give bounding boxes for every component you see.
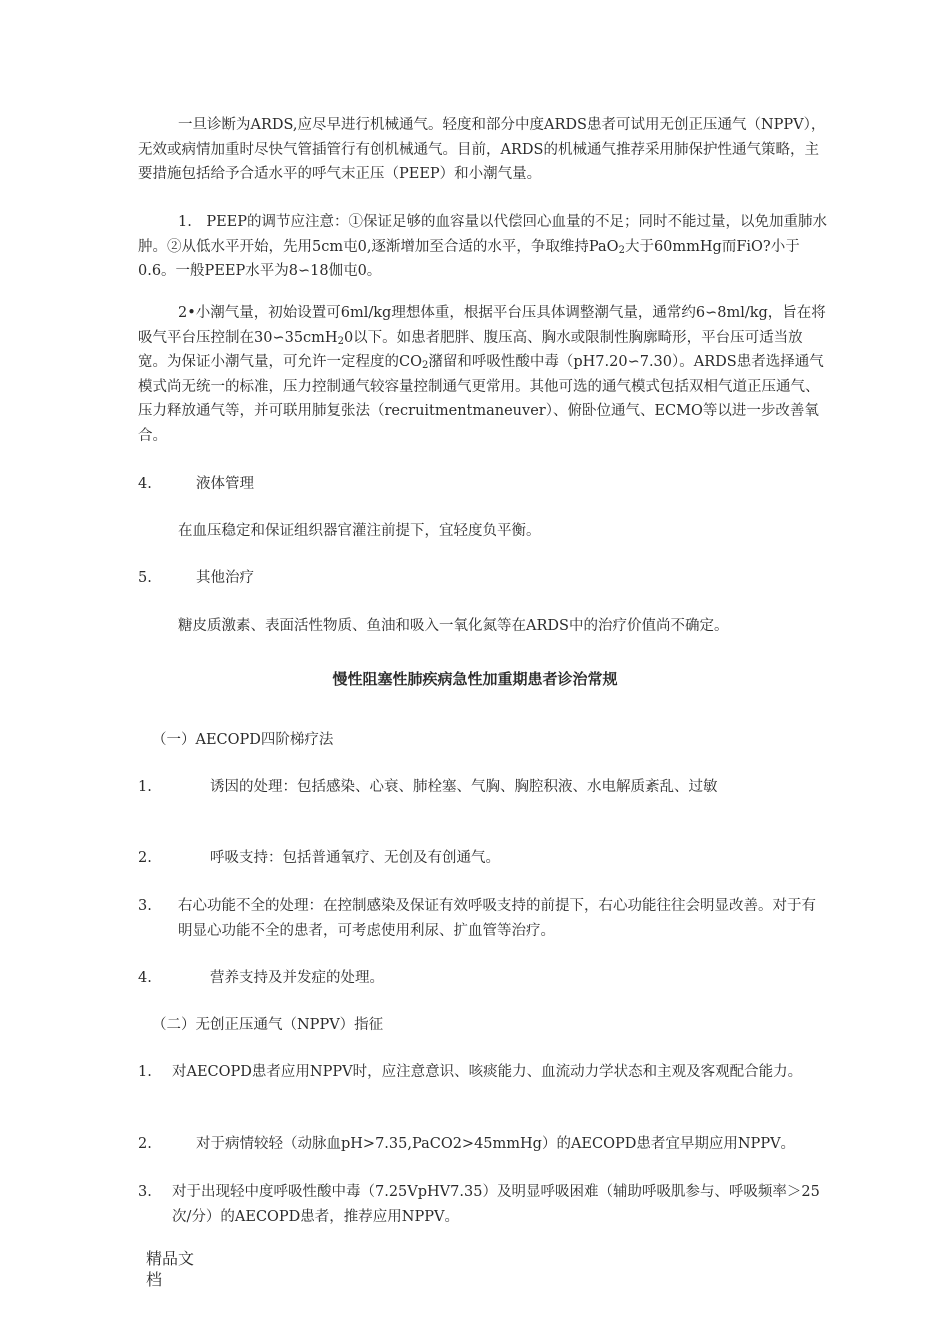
section1-item-text: 右心功能不全的处理：在控制感染及保证有效呼吸支持的前提下，右心功能往往会明显改善。对于有明显心功能不全的患者，可考虑使用利尿、扩血管等治疗。	[178, 898, 816, 939]
section2-heading: （二）无创正压通气（NPPV）指征	[152, 1017, 384, 1033]
other-therapy-number: 5.	[138, 570, 152, 586]
section2-item-text: 对于病情较轻（动脉血pH>7.35,PaCO2>45mmHg）的AECOPD患者宜早期应用NPPV。	[196, 1136, 796, 1152]
peep-text-part2: 大于60mmHg而FiO?小于0.6。一般PEEP水平为8∽18伽屯0。	[138, 238, 800, 279]
peep-text-part1: 1. PEEP的调节应注意：①保证足够的血容量以代偿回心血量的不足；同时不能过量，以免加重肺水肿。②从低水平开始，先用5cm屯0,逐渐增加至合适的水平，争取维持PaO	[138, 214, 828, 255]
section1-item-number: 1.	[138, 779, 152, 795]
other-therapy-text: 糖皮质激素、表面活性物质、鱼油和吸入一氧化氮等在ARDS中的治疗价值尚不确定。	[178, 618, 729, 634]
section1-item-number: 4.	[138, 970, 152, 986]
peep-subscript: 2	[618, 244, 625, 256]
section1-item-text: 诱因的处理：包括感染、心衰、肺栓塞、气胸、胸腔积液、水电解质紊乱、过敏	[210, 779, 718, 795]
fluid-number: 4.	[138, 476, 152, 492]
section2-item-number: 1.	[138, 1064, 152, 1080]
ards-intro-paragraph: 一旦诊断为ARDS,应尽早进行机械通气。轻度和部分中度ARDS患者可试用无创正压通气（NPPV），无效或病情加重时尽快气管插管行有创机械通气。目前，ARDS的机械通气推荐采用肺保护性通气策略，主要措施包括给予合适水平的呼气末正压（PEEP）和小潮气量。	[138, 117, 826, 182]
section1-item-text: 营养支持及并发症的处理。	[210, 970, 384, 986]
tidal-text-part3: 潴留和呼吸性酸中毒（pH7.20∽7.30）。ARDS患者选择通气模式尚无统一的标准，压力控制通气较容量控制通气更常用。其他可选的通气模式包括双相气道正压通气、压力释放通气等，并可联用肺复张法（recruitmentmaneuver）、俯卧位通气、ECMO等以进一步改善氧合。	[138, 354, 824, 444]
tidal-volume-paragraph	[138, 301, 828, 448]
fluid-heading: 液体管理	[196, 476, 254, 492]
fluid-text: 在血压稳定和保证组织器官灌注前提下，宜轻度负平衡。	[178, 523, 541, 539]
tidal-subscript-1: 2	[337, 335, 344, 347]
section2-item-text: 对AECOPD患者应用NPPV时，应注意意识、咳痰能力、血流动力学状态和主观及客观配合能力。	[172, 1064, 803, 1080]
section1-item-number: 2.	[138, 850, 152, 866]
section2-item-number: 2.	[138, 1136, 152, 1152]
section2-item-number: 3.	[138, 1184, 152, 1200]
section1-item-number: 3.	[138, 898, 152, 914]
peep-paragraph	[138, 210, 828, 284]
section2-item-text: 对于出现轻中度呼吸性酸中毒（7.25VpHV7.35）及明显呼吸困难（辅助呼吸肌参与、呼吸频率＞25次/分）的AECOPD患者，推荐应用NPPV。	[172, 1184, 820, 1225]
tidal-text-part1: 2•小潮气量，初始设置可6ml/kg理想体重，根据平台压具体调整潮气量，通常约6∽8ml/kg，旨在将吸气平台压控制在30∽35cmH	[138, 305, 826, 346]
footer-label: 精品文档	[146, 1249, 195, 1289]
section1-item-text: 呼吸支持：包括普通氧疗、无创及有创通气。	[210, 850, 500, 866]
tidal-subscript-2: 2	[421, 360, 429, 371]
tidal-text-part2: 0以下。如患者肥胖、腹压高、胸水或限制性胸廓畸形，平台压可适当放宽。为保证小潮气量，可允许一定程度的CO	[138, 329, 803, 370]
copd-section-title: 慢性阻塞性肺疾病急性加重期患者诊治常规	[332, 670, 618, 688]
other-therapy-heading: 其他治疗	[196, 570, 254, 586]
section1-heading: （一）AECOPD四阶梯疗法	[152, 732, 334, 748]
